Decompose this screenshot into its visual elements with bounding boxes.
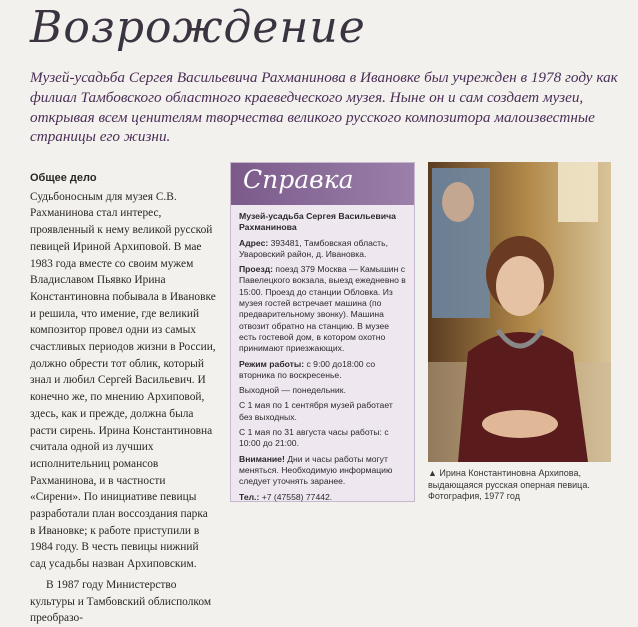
phone-label: Тел.: — [239, 491, 260, 502]
dayoff-row: Выходной — понедельник. — [239, 385, 346, 396]
hours-value: с 9:00 до18:00 со вторника по воскресенье. — [239, 358, 376, 380]
photo-caption: ▲ Ирина Константиновна Архипова, выдающаяся русская оперная певица. Фотография, 1977 год — [428, 468, 590, 501]
article-column — [30, 170, 216, 627]
hours-row — [239, 359, 406, 382]
portrait-photo — [428, 162, 611, 462]
museum-name: Музей-усадьба Сергея Васильевича Рахманинова — [239, 211, 396, 233]
phone-value: +7 (47558) 77442. — [259, 491, 333, 502]
article-paragraph-2: В 1987 году Министерство культуры и Тамбовский облисполком преобразо- — [30, 578, 212, 625]
info-box-header — [231, 163, 414, 205]
notice-value: Дни и часы работы могут меняться. Необходимую информацию следует уточнять заранее. — [239, 453, 393, 487]
info-box-title: Справка — [243, 165, 354, 194]
notice-row — [239, 454, 406, 488]
page-title: Возрождение — [30, 2, 366, 53]
phone-row — [239, 492, 406, 503]
address-value: 393481, Тамбовская область, Уваровский район, д. Ивановка. — [239, 237, 388, 259]
summer-row: С 1 мая по 1 сентября музей работает без выходных. — [239, 400, 393, 422]
address-label: Адрес: — [239, 237, 269, 248]
lead-paragraph: Музей-усадьба Сергея Васильевича Рахманинова в Ивановке был учрежден в 1978 году как филиал Тамбовского областного краеведческого музея. Ныне он и сам создает музеи, открывая всем ценителям творчества великого русского композитора малоизвестные страницы его жизни. — [30, 69, 618, 146]
article-paragraph-1: Судьбоносным для музея С.В. Рахманинова стал интерес, проявленный к нему великой русской певицей Ириной Архиповой. В мае 1983 года вместе со своим мужем Владиславом Пьявко Ирина Константиновна побывала в Ивановке и решила, что имение, где великий композитор провел одни из самых счастливых периодов жизни в России, должно обрести тот облик, который знал и любил Сергей Васильевич. И конечно же, по мнению Архиповой, здесь, как и прежде, должна была расти сирень. Ирина Константиновна считала одной из лучших исполнительниц романсов Рахманинова, и в частности «Сирени». По инициативе певицы разработали план воссоздания парка в Ивановке; к работе приступили в 1984 году. В честь певицы нижний сад усадьбы назван Архиповским. — [30, 190, 216, 571]
notice-label: Внимание! — [239, 453, 285, 464]
hours-label: Режим работы: — [239, 358, 305, 369]
address-row — [239, 238, 406, 261]
travel-label: Проезд: — [239, 264, 274, 275]
travel-row — [239, 264, 406, 354]
info-box — [230, 162, 415, 502]
travel-value: поезд 379 Москва — Камышин с Павелецкого вокзала, выезд ежедневно в 15:00. Проезд до станции Обловка. Из музея гостей встречает машина (по предварительному звонку). Машина отвозит обратно на станцию. В музее есть гостевой дом, в котором охотно принимают приезжающих. — [239, 264, 406, 354]
info-box-body — [231, 205, 414, 503]
may-aug-row: С 1 мая по 31 августа часы работы: с 10:00 до 21:00. — [239, 427, 389, 449]
article-heading: Общее дело — [30, 172, 97, 184]
portrait-illustration — [428, 162, 611, 462]
